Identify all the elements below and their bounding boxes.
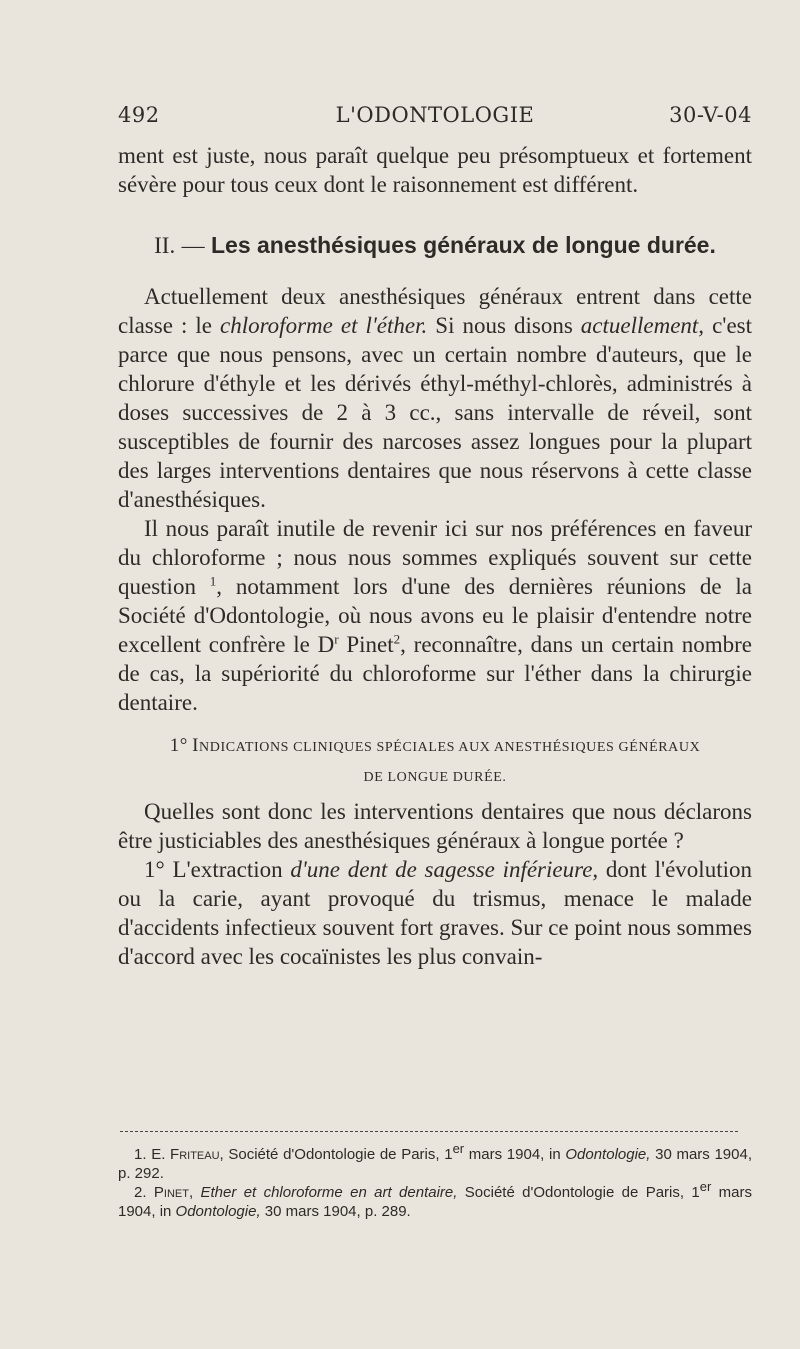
subsection-heading: 1° INDICATIONS CLINIQUES SPÉCIALES AUX ANESTHÉSIQUES GÉNÉRAUX DE LONGUE DURÉE.	[118, 731, 752, 793]
footnote-author: Pinet	[153, 1184, 189, 1201]
running-header	[118, 103, 752, 133]
footnote-ref-1: 1	[209, 573, 217, 589]
subsection-number: 1°	[169, 735, 188, 756]
intro-paragraph: ment est juste, nous paraît quelque peu présomptueux et fortement sévère pour tous ceux dont le raisonnement est différent.	[118, 143, 752, 197]
paragraph-3: Quelles sont donc les interventions dentaires que nous déclarons être justiciables des anesthésiques généraux à longue portée ?	[118, 799, 752, 853]
main-text	[118, 141, 752, 971]
journal-title: L'ODONTOLOGIE	[335, 103, 535, 127]
section-title: Les anesthésiques généraux de longue durée.	[210, 232, 716, 258]
issue-date: 30-V-04	[669, 103, 752, 127]
footnotes	[118, 1141, 753, 1221]
paragraph-2: Il nous paraît inutile de revenir ici sur nos préférences en faveur du chloroforme ; nous nous sommes expliqués souvent sur cette question $^1$, notamment lors d'une des dernières réunions de la Société d'Odontologie, où nous avons eu le plaisir d'entendre notre excellent confrère le $D^r$ Pinet$^2$, reconnaître, dans un certain nombre de cas, la supériorité du chloroforme sur l'éther dans la chirurgie dentaire.	[118, 516, 753, 715]
footnote-ref-2: 2	[393, 631, 401, 647]
italic-actuellement: actuellement,	[580, 313, 705, 338]
section-dash: —	[181, 233, 205, 258]
page-number: 492	[118, 103, 160, 127]
paragraph-4: 1° L'extraction d'une dent de sagesse inférieure, dont l'évolution ou la carie, ayant provoqué du trismus, menace le malade d'accidents infectieux souvent fort graves. Sur ce point nous sommes d'accord avec les cocaïnistes les plus convain-	[118, 857, 752, 969]
section-number: II.	[154, 233, 176, 258]
dr-superscript: r	[334, 631, 339, 647]
footnote-2: 2. Pinet, Ether et chloroforme en art dentaire, Société d'Odontologie de Paris, 1er mars 1904, in Odontologie, 30 mars 1904, p. 289.	[118, 1179, 753, 1220]
footnote-rule	[120, 1131, 738, 1132]
section-heading	[118, 229, 752, 262]
subsection-line-2: DE LONGUE DURÉE.	[363, 770, 507, 785]
footnote-author: E. Friteau	[151, 1146, 220, 1163]
italic-dent-de-sagesse: d'une dent de sagesse inférieure,	[290, 857, 599, 882]
italic-chloroforme-ether: chloroforme et l'éther.	[219, 313, 428, 338]
footnote-1: 1. E. Friteau, Société d'Odontologie de Paris, 1er mars 1904, in Odontologie, 30 mars 1904, p. 292.	[118, 1141, 753, 1182]
paragraph-1: Actuellement deux anesthésiques généraux entrent dans cette classe : le chloroforme et l'éther. Si nous disons actuellement, c'est parce que nous pensons, avec un certain nombre d'auteurs, que le chlorure d'éthyle et les dérivés éthyl-méthyl-chlorès, administrés à doses successives de 2 à 3 cc., sans intervalle de réveil, sont susceptibles de fournir des narcoses assez longues pour la plupart des larges interventions dentaires que nous réservons à cette classe d'anesthésiques.	[118, 284, 752, 512]
